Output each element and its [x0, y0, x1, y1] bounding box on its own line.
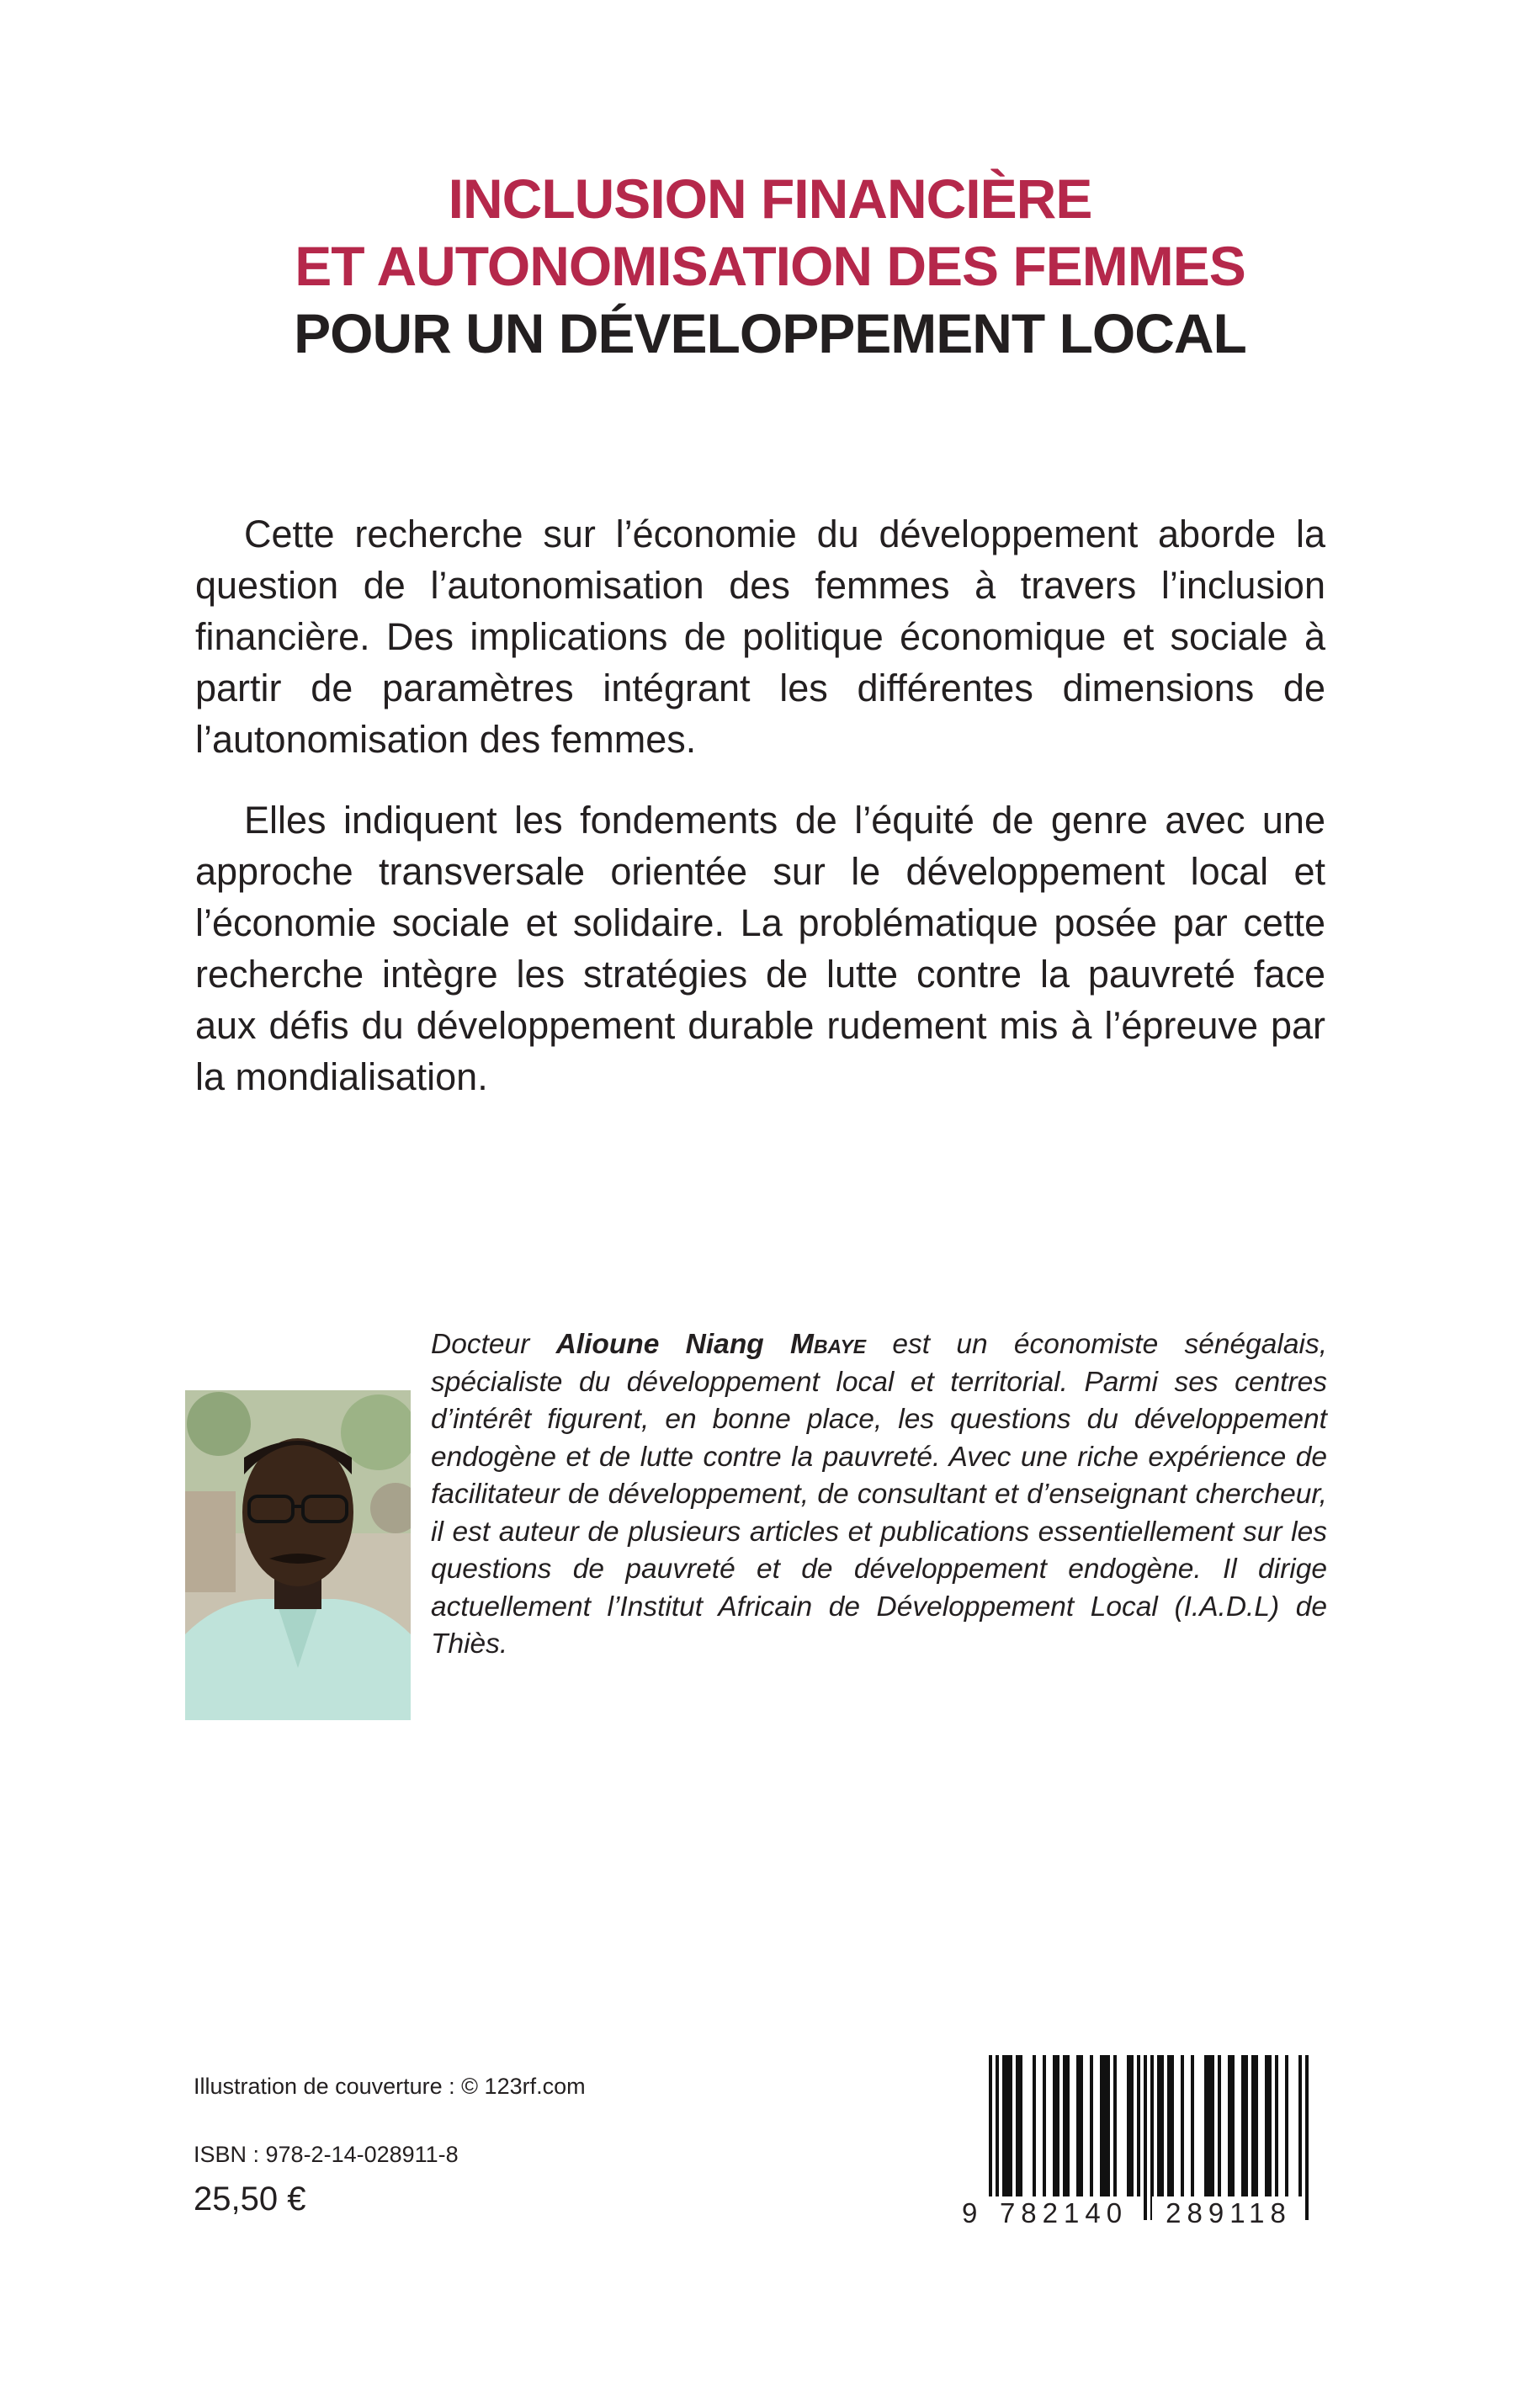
barcode-bar: [1076, 2055, 1080, 2200]
barcode-bar: [1103, 2055, 1107, 2200]
book-title: [0, 165, 1540, 367]
barcode-bar: [1107, 2055, 1110, 2200]
author-bio-prefix: Docteur: [431, 1329, 556, 1360]
author-photo: [185, 1390, 411, 1720]
barcode-bar: [1167, 2055, 1171, 2200]
barcode-bar: [1181, 2055, 1184, 2200]
author-surname: Mbaye: [790, 1329, 867, 1360]
barcode-bar: [1208, 2055, 1211, 2200]
barcode-bar: [1006, 2055, 1009, 2200]
author-bio-text: est un économiste sénégalais, spécialiste du développement local et territorial. Parmi ses centres d’intérêt figurent, en bonne place, les questions du développement endogène et de lutte contre la pauvreté. Avec une riche expérience de facilitateur de développement, de consultant et d’enseignant chercheur, il est auteur de plusieurs articles et publications essentiellement sur les questions de pauvreté et de développement endogène. Il dirige actuellement l’Institut Africain de Développement Local (I.A.D.L) de Thiès.: [431, 1329, 1327, 1660]
barcode-bar: [1211, 2055, 1214, 2200]
barcode-bar: [1265, 2055, 1268, 2200]
title-line-3: POUR UN DÉVELOPPEMENT LOCAL: [294, 302, 1246, 364]
barcode-bar: [1305, 2055, 1309, 2220]
illustration-credit: Illustration de couverture : © 123rf.com: [194, 2074, 586, 2099]
author-name: Alioune Niang: [555, 1329, 791, 1360]
barcode-bar: [1043, 2055, 1046, 2200]
barcode-bar: [1090, 2055, 1093, 2200]
barcode-digits: [962, 2196, 1332, 2230]
title-line-1: INCLUSION FINANCIÈRE: [448, 167, 1092, 230]
barcode-bar: [1137, 2055, 1140, 2200]
barcode-bar: [1150, 2055, 1154, 2220]
barcode-bar: [1268, 2055, 1272, 2200]
barcode-bar: [1016, 2055, 1019, 2200]
barcode-bar: [1063, 2055, 1066, 2200]
barcode-bar: [1053, 2055, 1056, 2200]
barcode-bar: [1241, 2055, 1245, 2200]
author-biography: [431, 1326, 1327, 1664]
barcode-bar: [1002, 2055, 1006, 2200]
barcode-bar: [989, 2055, 992, 2220]
barcode-bar: [1231, 2055, 1235, 2200]
barcode-bar: [1066, 2055, 1070, 2200]
barcode-bar: [1157, 2055, 1160, 2200]
barcode-bar: [1080, 2055, 1083, 2200]
barcode-bar: [1171, 2055, 1174, 2200]
barcode-bar: [1144, 2055, 1147, 2220]
price-label: 25,50 €: [194, 2180, 306, 2218]
summary-paragraph-1: Cette recherche sur l’économie du développement aborde la question de l’autonomisation des femmes à travers l’inclusion financière. Des implications de politique économique et sociale à partir de paramètres intégrant les différentes dimensions de l’autonomisation des femmes.: [195, 513, 1325, 761]
barcode-bar: [996, 2055, 999, 2220]
book-summary: [195, 508, 1325, 1132]
barcode-digit-group-2: 289118: [1152, 2196, 1305, 2230]
barcode-lead-digit: 9: [962, 2197, 978, 2228]
barcode-bar: [1285, 2055, 1288, 2200]
barcode-bar: [1255, 2055, 1258, 2200]
barcode-bar: [1130, 2055, 1134, 2200]
barcode-bar: [1113, 2055, 1117, 2200]
barcode-bar: [1275, 2055, 1278, 2200]
barcode-bar: [1298, 2055, 1302, 2220]
barcode-digit-group-1: 782140: [987, 2196, 1140, 2230]
barcode-bar: [1033, 2055, 1036, 2200]
barcode-bar: [1009, 2055, 1012, 2200]
barcode-bar: [1100, 2055, 1103, 2200]
barcode-bar: [1204, 2055, 1208, 2200]
isbn-label: ISBN : 978-2-14-028911-8: [194, 2142, 459, 2167]
barcode-bar: [1127, 2055, 1130, 2200]
title-line-2: ET AUTONOMISATION DES FEMMES: [295, 235, 1245, 297]
barcode-bar: [1251, 2055, 1255, 2200]
barcode-bar: [1218, 2055, 1221, 2200]
summary-paragraph-2: Elles indiquent les fondements de l’équité de genre avec une approche transversale orientée sur le développement local et l’économie sociale et solidaire. La problématique posée par cette recherche intègre les stratégies de lutte contre la pauvreté face aux défis du développement durable rudement mis à l’épreuve par la mondialisation.: [195, 799, 1325, 1098]
barcode-bar: [1228, 2055, 1231, 2200]
barcode-bar: [1019, 2055, 1022, 2200]
barcode-bar: [1160, 2055, 1164, 2200]
barcode-bar: [1056, 2055, 1059, 2200]
barcode-bar: [1191, 2055, 1194, 2200]
barcode-bar: [1245, 2055, 1248, 2200]
isbn-barcode: [962, 2055, 1332, 2232]
